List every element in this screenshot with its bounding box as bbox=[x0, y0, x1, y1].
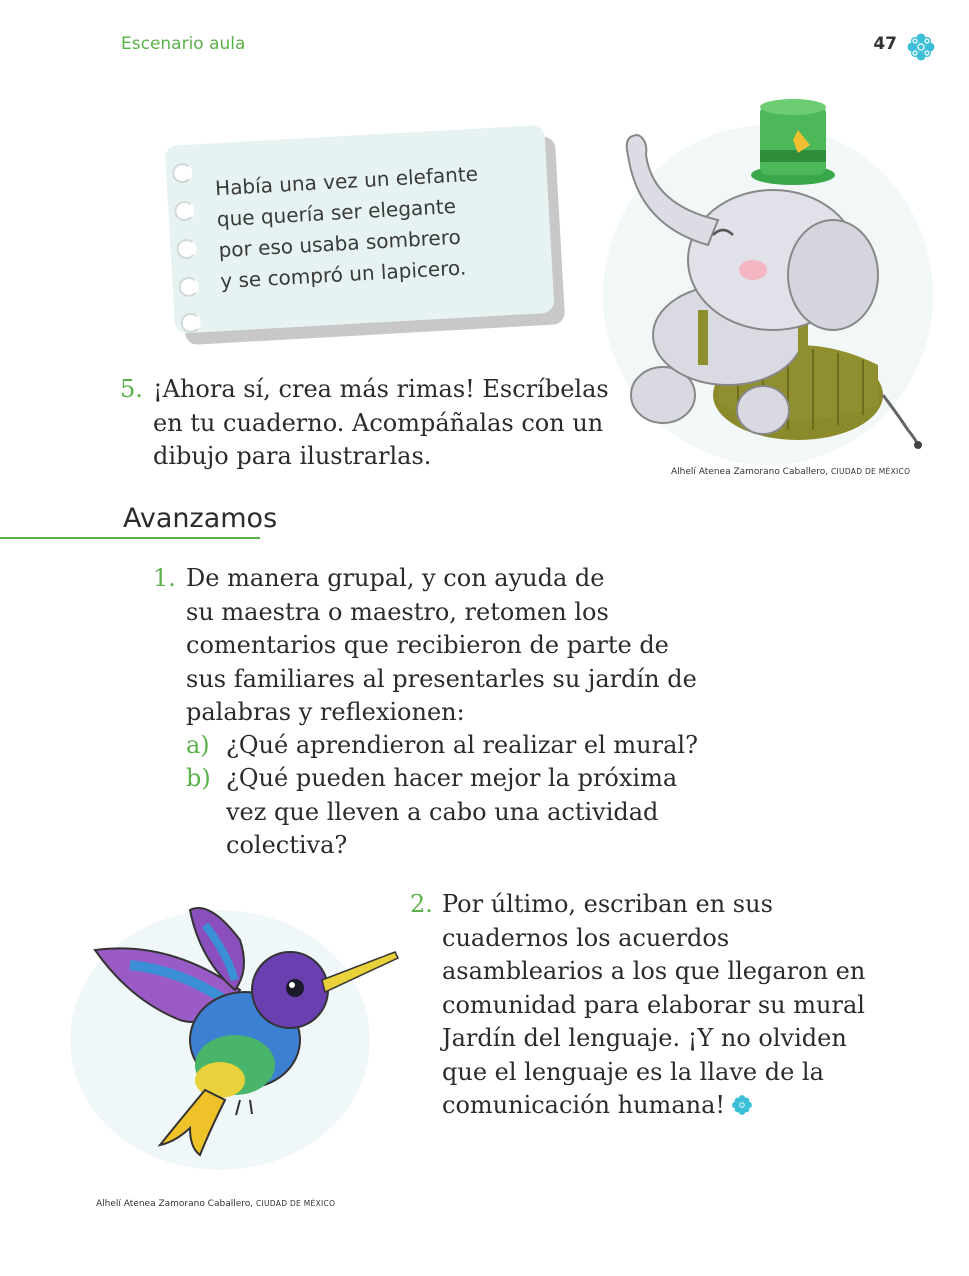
rhyme-note-card bbox=[165, 124, 566, 345]
rhyme-text bbox=[214, 159, 484, 297]
elephant-image-credit bbox=[671, 467, 910, 477]
rhyme-line: que quería ser elegante bbox=[216, 193, 457, 232]
item-line: cuadernos los acuerdos bbox=[442, 923, 730, 952]
credit-author: Alhelí Atenea Zamorano Caballero, bbox=[671, 467, 829, 477]
item-body bbox=[442, 888, 865, 1123]
notebook-ring-icon bbox=[176, 238, 197, 259]
item-body bbox=[153, 373, 609, 474]
item-line: colectiva? bbox=[226, 831, 348, 859]
hummingbird-image-credit bbox=[96, 1199, 335, 1209]
sub-item-letter: b) bbox=[186, 764, 211, 792]
credit-place: CIUDAD DE MÉXICO bbox=[256, 1199, 336, 1208]
item-number: 2. bbox=[410, 890, 433, 918]
item-number: 1. bbox=[153, 564, 176, 592]
item-line: Jardín del lenguaje. ¡Y no olviden bbox=[442, 1024, 847, 1052]
rhyme-line: Había una vez un elefante bbox=[214, 161, 479, 201]
rhyme-line: por eso usaba sombrero bbox=[217, 224, 462, 263]
item-line: Por último, escriban en sus bbox=[442, 890, 773, 918]
activity-2 bbox=[410, 888, 880, 1128]
item-line: ¿Qué pueden hacer mejor la próxima bbox=[226, 764, 678, 792]
rhyme-line: y se compró un lapicero. bbox=[219, 255, 467, 294]
notebook-ring-icon bbox=[174, 201, 195, 222]
section-label: Escenario aula bbox=[121, 34, 246, 54]
credit-place: CIUDAD DE MÉXICO bbox=[831, 467, 911, 476]
blue-knot-logo-icon bbox=[906, 32, 936, 62]
sub-item-body bbox=[226, 729, 698, 763]
page-number: 47 bbox=[873, 34, 897, 54]
sub-item-body bbox=[226, 762, 677, 863]
elephant-illustration bbox=[598, 95, 938, 465]
notebook-ring-icon bbox=[178, 276, 199, 297]
note-paper bbox=[165, 125, 555, 334]
item-line: ¿Qué aprendieron al realizar el mural? bbox=[226, 731, 698, 759]
item-line: comunidad para elaborar su mural bbox=[442, 990, 865, 1019]
item-line-text: comunicación humana! bbox=[442, 1091, 726, 1119]
item-line: en tu cuaderno. Acompáñalas con un bbox=[153, 408, 604, 437]
activity-5 bbox=[120, 373, 620, 483]
item-line: ¡Ahora sí, crea más rimas! Escríbelas bbox=[153, 375, 609, 403]
item-line-last bbox=[442, 1089, 865, 1123]
end-mark-knot-icon bbox=[731, 1094, 753, 1116]
item-line: sus familiares al presentarles su jardín de bbox=[186, 664, 697, 693]
item-number: 5. bbox=[120, 375, 143, 403]
item-line: vez que lleven a cabo una actividad bbox=[226, 797, 659, 826]
item-line: palabras y reflexionen: bbox=[186, 698, 465, 726]
item-line: comentarios que recibieron de parte de bbox=[186, 631, 669, 659]
item-body bbox=[186, 562, 697, 730]
item-line: su maestra o maestro, retomen los bbox=[186, 597, 609, 626]
heading-underline bbox=[0, 537, 260, 539]
item-line: que el lenguaje es la llave de la bbox=[442, 1057, 824, 1086]
sub-item-b bbox=[186, 762, 706, 867]
credit-author: Alhelí Atenea Zamorano Caballero, bbox=[96, 1199, 254, 1209]
section-heading: Avanzamos bbox=[123, 503, 278, 534]
hummingbird-illustration bbox=[60, 880, 400, 1180]
item-line: De manera grupal, y con ayuda de bbox=[186, 564, 605, 592]
item-line: asamblearios a los que llegaron en bbox=[442, 957, 866, 985]
sub-item-letter: a) bbox=[186, 731, 210, 759]
notebook-ring-icon bbox=[180, 312, 201, 333]
notebook-ring-icon bbox=[172, 163, 193, 184]
item-line: dibujo para ilustrarlas. bbox=[153, 442, 432, 470]
